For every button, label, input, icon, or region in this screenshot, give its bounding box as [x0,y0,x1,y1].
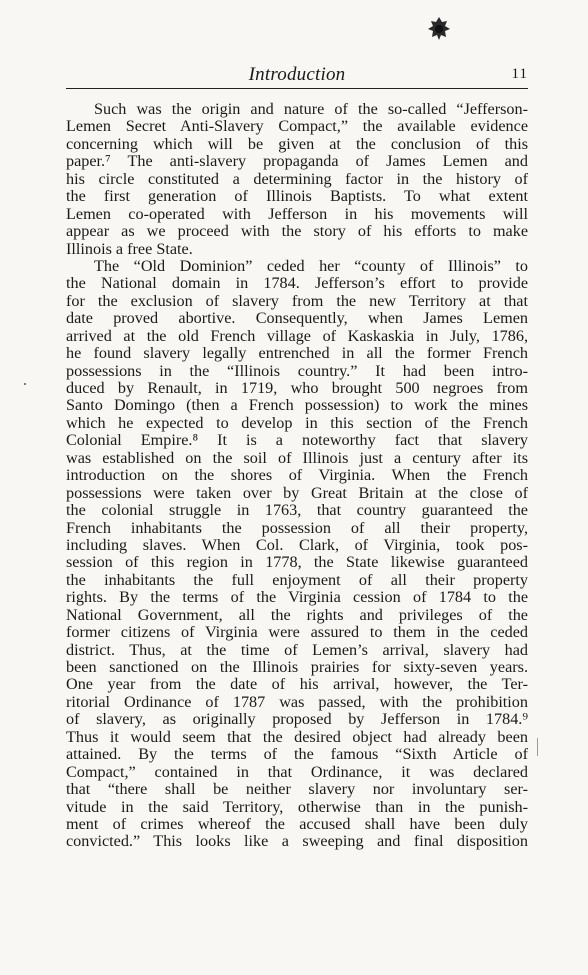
text-line: duced by Renault, in 1719, who brought 500 negroes from [66,379,528,397]
text-line: Compact,” contained in that Ordinance, it was declared [66,762,528,781]
text-line: vitude in the said Territory, otherwise than in the punish- [66,797,528,816]
text-line: possessions in the “Illinois country.” It had been intro- [66,361,528,380]
text-line: that “there shall be neither slavery nor involuntary ser- [66,780,528,799]
library-stamp-mark [425,14,453,42]
body-text [66,101,528,851]
text-line: Lemen Secret Anti-Slavery Compact,” the available evidence [66,117,528,136]
text-line: the first generation of Illinois Baptists. To what extent [66,187,528,206]
scan-speck [24,383,26,385]
text-line: which he expected to develop in this section of the French [66,413,528,432]
text-line: introduction on the shores of Virginia. When the French [66,466,528,485]
text-line: been sanctioned on the Illinois prairies for sixty-seven years. [66,658,528,676]
text-line: district. Thus, at the time of Lemen’s arrival, slavery had [66,640,528,659]
text-line: Thus it would seem that the desired object had already been [66,727,528,746]
text-line: including slaves. When Col. Clark, of Virginia, took pos- [66,535,528,554]
text-line: arrived at the old French village of Kaskaskia in July, 1786, [66,326,528,345]
text-line: was established on the soil of Illinois just a century after its [66,448,528,467]
text-line: Illinois a free State. [66,239,193,258]
text-line: Lemen co-operated with Jefferson in his movements will [66,204,528,223]
text-line: French inhabitants the possession of all their property, [66,518,528,537]
text-line: Such was the origin and nature of the so-called “Jefferson- [94,100,528,118]
running-header [66,62,528,89]
text-line: the inhabitants the full enjoyment of all their property [66,570,528,589]
text-line: rights. By the terms of the Virginia cession of 1784 to the [66,588,528,607]
text-line: convicted.” This looks like a sweeping and final disposition [66,832,528,851]
text-line: his circle constituted a determining factor in the history of [66,169,528,188]
header-title: Introduction [248,64,346,85]
text-line: of slavery, as originally proposed by Jefferson in 1784.⁹ [66,710,528,729]
page-number: 11 [511,66,528,82]
text-line: ment of crimes whereof the accused shall have been duly [66,814,528,833]
text-line: Colonial Empire.⁸ It is a noteworthy fact that slavery [66,431,528,450]
text-line: session of this region in 1778, the State likewise guaranteed [66,553,528,572]
text-line: paper.⁷ The anti-slavery propaganda of James Lemen and [66,152,528,171]
text-line: former citizens of Virginia were assured to them in the ceded [66,623,528,642]
text-line: possessions were taken over by Great Britain at the close of [66,483,528,502]
text-line: the National domain in 1784. Jefferson’s effort to provide [66,274,528,293]
text-line: One year from the date of his arrival, however, the Ter- [66,675,528,694]
text-line: he found slavery legally entrenched in all the former French [66,344,528,363]
text-line: appear as we proceed with the story of his efforts to make [66,222,528,241]
text-line: ritorial Ordinance of 1787 was passed, with the prohibition [66,692,528,711]
text-line: The “Old Dominion” ceded her “county of Illinois” to [94,256,528,275]
text-line: for the exclusion of slavery from the new Territory at that [66,291,528,310]
text-line: the colonial struggle in 1763, that country guaranteed the [66,501,528,520]
text-line: National Government, all the rights and privileges of the [66,605,528,624]
scan-edge-mark [537,738,538,756]
text-line: Santo Domingo (then a French possession) to work the mines [66,396,528,415]
text-line: concerning which will be given at the conclusion of this [66,134,528,153]
text-line: attained. By the terms of the famous “Sixth Article of [66,745,528,764]
text-line: date proved abortive. Consequently, when James Lemen [66,309,528,328]
